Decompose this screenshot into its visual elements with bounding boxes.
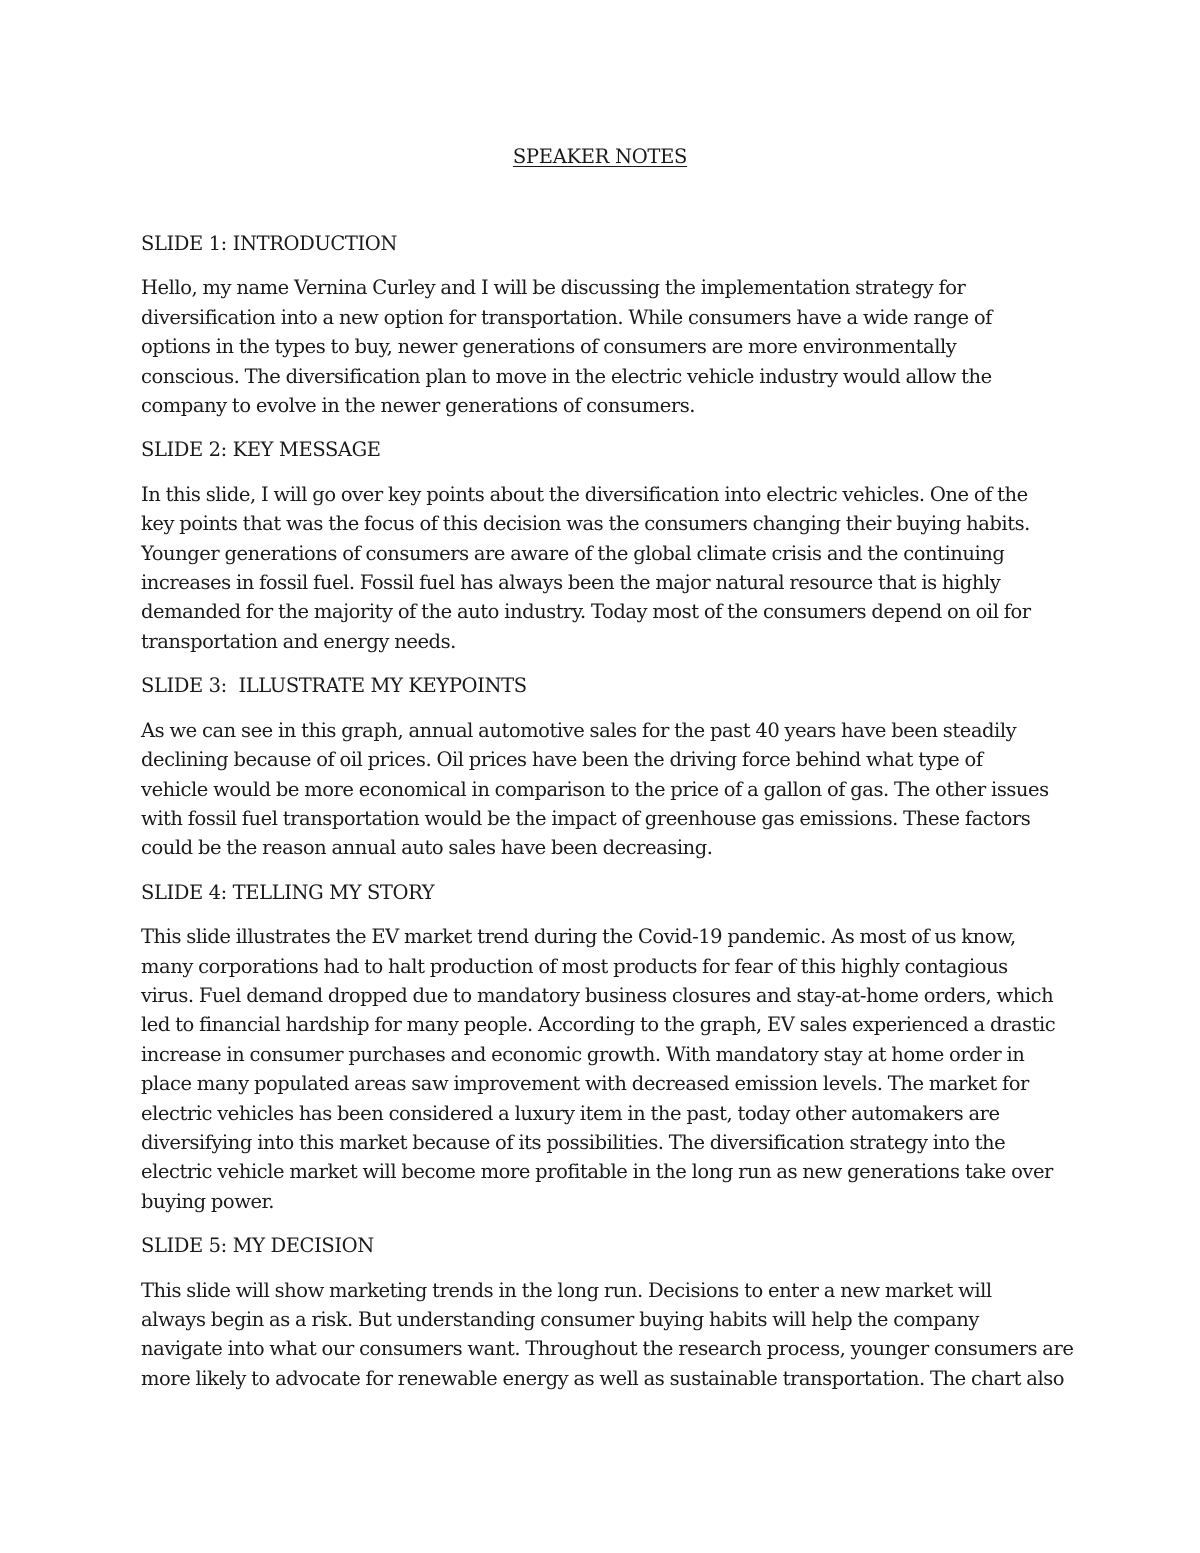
paragraph-line: In this slide, I will go over key points about the diversification into electric vehicles. One of the bbox=[141, 482, 1028, 506]
paragraph-line: with fossil fuel transportation would be the impact of greenhouse gas emissions. These factors bbox=[141, 806, 1031, 830]
paragraph-line: vehicle would be more economical in comparison to the price of a gallon of gas. The other issues bbox=[141, 777, 1049, 801]
paragraph-line: electric vehicle market will become more profitable in the long run as new generations take over bbox=[141, 1160, 1053, 1184]
paragraph-line: diversification into a new option for transportation. While consumers have a wide range of bbox=[141, 305, 992, 329]
paragraph-line: led to financial hardship for many people. According to the graph, EV sales experienced a drastic bbox=[141, 1013, 1056, 1037]
paragraph-line: options in the types to buy, newer generations of consumers are more environmentally bbox=[141, 335, 957, 359]
paragraph-line: conscious. The diversification plan to move in the electric vehicle industry would allow the bbox=[141, 364, 992, 388]
paragraph-line: more likely to advocate for renewable energy as well as sustainable transportation. The chart also bbox=[141, 1366, 1065, 1390]
paragraph-line: This slide illustrates the EV market trend during the Covid-19 pandemic. As most of us know, bbox=[141, 925, 1016, 949]
paragraph-line: navigate into what our consumers want. Throughout the research process, younger consumers are bbox=[141, 1337, 1074, 1361]
paragraph-line: many corporations had to halt production of most products for fear of this highly contagious bbox=[141, 954, 1008, 978]
paragraph-line: increase in consumer purchases and economic growth. With mandatory stay at home order in bbox=[141, 1042, 1025, 1066]
paragraph-line: This slide will show marketing trends in the long run. Decisions to enter a new market will bbox=[141, 1278, 992, 1302]
section-paragraph-slide-5 bbox=[141, 1276, 1076, 1394]
paragraph-line: As we can see in this graph, annual automotive sales for the past 40 years have been steadily bbox=[141, 718, 1017, 742]
section-paragraph-slide-1 bbox=[141, 273, 1076, 420]
paragraph-line: increases in fossil fuel. Fossil fuel has always been the major natural resource that is highly bbox=[141, 571, 1001, 595]
document-body bbox=[141, 229, 1076, 1408]
section-heading-slide-1: SLIDE 1: INTRODUCTION bbox=[141, 232, 398, 255]
document-title: SPEAKER NOTES bbox=[512, 145, 688, 168]
paragraph-line: demanded for the majority of the auto industry. Today most of the consumers depend on oil for bbox=[141, 600, 1031, 624]
paragraph-line: place many populated areas saw improvement with decreased emission levels. The market for bbox=[141, 1072, 1029, 1096]
section-heading-slide-3: SLIDE 3: ILLUSTRATE MY KEYPOINTS bbox=[141, 674, 527, 698]
section-heading-slide-2: SLIDE 2: KEY MESSAGE bbox=[141, 438, 381, 462]
paragraph-line: company to evolve in the newer generations of consumers. bbox=[141, 394, 696, 418]
paragraph-line: Hello, my name Vernina Curley and I will be discussing the implementation strategy for bbox=[141, 276, 966, 300]
paragraph-line: declining because of oil prices. Oil prices have been the driving force behind what type of bbox=[141, 748, 983, 772]
paragraph-line: diversifying into this market because of its possibilities. The diversification strategy into the bbox=[141, 1130, 1006, 1154]
paragraph-line: virus. Fuel demand dropped due to mandatory business closures and stay-at-home orders, which bbox=[141, 983, 1054, 1007]
section-paragraph-slide-2 bbox=[141, 480, 1076, 656]
paragraph-line: transportation and energy needs. bbox=[141, 629, 456, 653]
paragraph-line: key points that was the focus of this decision was the consumers changing their buying habits. bbox=[141, 512, 1030, 536]
section-heading-slide-5: SLIDE 5: MY DECISION bbox=[141, 1234, 374, 1258]
paragraph-line: electric vehicles has been considered a luxury item in the past, today other automakers are bbox=[141, 1101, 1000, 1125]
paragraph-line: always begin as a risk. But understanding consumer buying habits will help the company bbox=[141, 1308, 979, 1331]
section-paragraph-slide-3 bbox=[141, 716, 1076, 863]
section-paragraph-slide-4 bbox=[141, 922, 1076, 1216]
section-heading-slide-4: SLIDE 4: TELLING MY STORY bbox=[141, 880, 435, 904]
paragraph-line: buying power. bbox=[141, 1189, 275, 1213]
paragraph-line: could be the reason annual auto sales have been decreasing. bbox=[141, 836, 713, 860]
paragraph-line: Younger generations of consumers are aware of the global climate crisis and the continuing bbox=[141, 541, 1005, 565]
